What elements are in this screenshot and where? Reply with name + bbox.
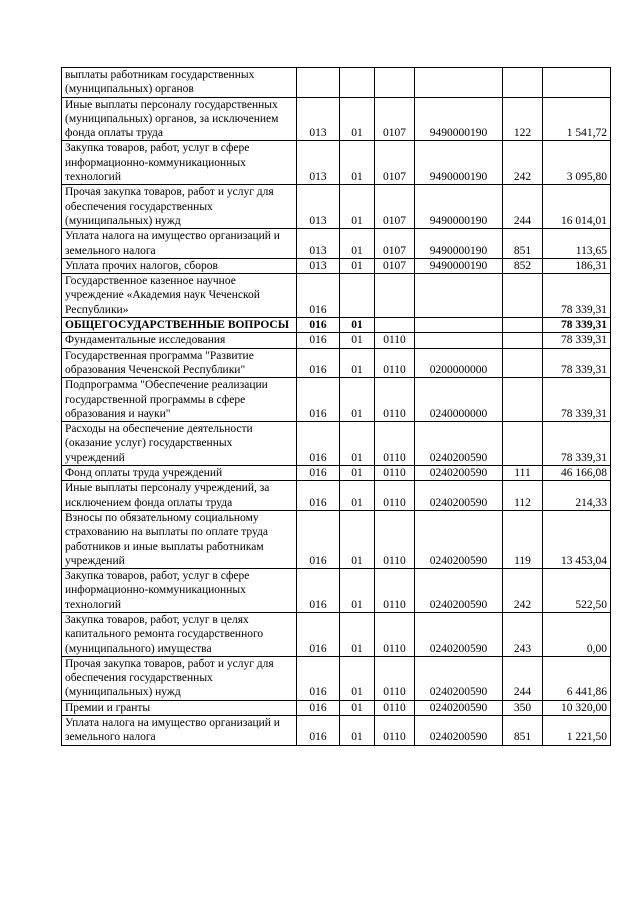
cell-sum: 78 339,31 — [543, 274, 611, 318]
cell-vr — [503, 318, 543, 333]
table-row — [62, 258, 611, 273]
table-body — [62, 68, 611, 746]
cell-vr: 244 — [503, 185, 543, 229]
cell-ved: 016 — [297, 333, 340, 348]
cell-vr: 111 — [503, 466, 543, 481]
cell-sum: 13 453,04 — [543, 510, 611, 568]
cell-name: выплаты работникам государственных (муниципальных) органов — [62, 68, 297, 98]
table-row — [62, 481, 611, 511]
cell-sum — [543, 68, 611, 98]
cell-rz: 01 — [340, 656, 375, 700]
cell-pr: 0110 — [375, 348, 415, 378]
table-row — [62, 229, 611, 259]
cell-csr: 0240000000 — [415, 378, 503, 422]
cell-sum: 16 014,01 — [543, 185, 611, 229]
cell-ved: 016 — [297, 569, 340, 613]
cell-vr: 122 — [503, 97, 543, 141]
cell-name: Премии и гранты — [62, 700, 297, 715]
cell-vr: 244 — [503, 656, 543, 700]
cell-ved: 013 — [297, 229, 340, 259]
cell-sum: 522,50 — [543, 569, 611, 613]
cell-ved: 013 — [297, 141, 340, 185]
table-row — [62, 97, 611, 141]
cell-name: Закупка товаров, работ, услуг в целях капитального ремонта государственного (муниципального) имущества — [62, 612, 297, 656]
cell-csr: 0240200590 — [415, 510, 503, 568]
table-row — [62, 612, 611, 656]
cell-ved: 013 — [297, 97, 340, 141]
cell-sum: 10 320,00 — [543, 700, 611, 715]
cell-rz: 01 — [340, 510, 375, 568]
cell-ved: 016 — [297, 612, 340, 656]
cell-name: Прочая закупка товаров, работ и услуг для обеспечения государственных (муниципальных) нужд — [62, 656, 297, 700]
cell-csr: 0240200590 — [415, 569, 503, 613]
cell-name: Фонд оплаты труда учреждений — [62, 466, 297, 481]
cell-rz: 01 — [340, 716, 375, 746]
cell-csr — [415, 333, 503, 348]
cell-rz: 01 — [340, 97, 375, 141]
cell-name: Иные выплаты персоналу учреждений, за исключением фонда оплаты труда — [62, 481, 297, 511]
cell-csr: 0240200590 — [415, 466, 503, 481]
cell-csr: 9490000190 — [415, 141, 503, 185]
cell-pr: 0110 — [375, 716, 415, 746]
cell-rz: 01 — [340, 318, 375, 333]
cell-ved: 016 — [297, 378, 340, 422]
cell-name: Закупка товаров, работ, услуг в сфере информационно-коммуникационных технологий — [62, 141, 297, 185]
cell-pr: 0110 — [375, 481, 415, 511]
cell-csr: 0240200590 — [415, 422, 503, 466]
table-row — [62, 656, 611, 700]
cell-csr: 9490000190 — [415, 229, 503, 259]
cell-csr: 9490000190 — [415, 185, 503, 229]
cell-rz: 01 — [340, 229, 375, 259]
cell-ved: 013 — [297, 185, 340, 229]
cell-vr — [503, 348, 543, 378]
cell-pr: 0110 — [375, 569, 415, 613]
cell-name: Расходы на обеспечение деятельности (оказание услуг) государственных учреждений — [62, 422, 297, 466]
cell-ved: 016 — [297, 656, 340, 700]
cell-pr — [375, 68, 415, 98]
cell-rz: 01 — [340, 258, 375, 273]
cell-sum: 3 095,80 — [543, 141, 611, 185]
cell-vr: 243 — [503, 612, 543, 656]
cell-vr — [503, 333, 543, 348]
cell-name: ОБЩЕГОСУДАРСТВЕННЫЕ ВОПРОСЫ — [62, 318, 297, 333]
cell-rz: 01 — [340, 185, 375, 229]
cell-ved: 016 — [297, 510, 340, 568]
cell-rz: 01 — [340, 378, 375, 422]
cell-sum: 186,31 — [543, 258, 611, 273]
cell-rz: 01 — [340, 422, 375, 466]
table-row — [62, 141, 611, 185]
cell-pr: 0107 — [375, 141, 415, 185]
cell-csr: 0240200590 — [415, 481, 503, 511]
cell-pr: 0110 — [375, 466, 415, 481]
cell-vr: 851 — [503, 229, 543, 259]
cell-rz: 01 — [340, 612, 375, 656]
cell-pr — [375, 274, 415, 318]
cell-rz: 01 — [340, 466, 375, 481]
table-row — [62, 185, 611, 229]
budget-table — [61, 67, 611, 746]
table-row — [62, 378, 611, 422]
cell-sum: 78 339,31 — [543, 378, 611, 422]
cell-rz: 01 — [340, 333, 375, 348]
cell-pr: 0110 — [375, 510, 415, 568]
cell-csr: 0240200590 — [415, 656, 503, 700]
cell-vr: 242 — [503, 569, 543, 613]
cell-csr: 0200000000 — [415, 348, 503, 378]
cell-csr — [415, 318, 503, 333]
cell-csr — [415, 274, 503, 318]
cell-name: Взносы по обязательному социальному страхованию на выплаты по оплате труда работников и иные выплаты работникам учреждений — [62, 510, 297, 568]
cell-ved: 016 — [297, 716, 340, 746]
cell-csr: 0240200590 — [415, 612, 503, 656]
cell-sum: 1 221,50 — [543, 716, 611, 746]
cell-sum: 46 166,08 — [543, 466, 611, 481]
table-row — [62, 274, 611, 318]
cell-pr: 0107 — [375, 229, 415, 259]
cell-name: Уплата налога на имущество организаций и земельного налога — [62, 716, 297, 746]
cell-name: Фундаментальные исследования — [62, 333, 297, 348]
cell-vr: 851 — [503, 716, 543, 746]
cell-pr: 0110 — [375, 700, 415, 715]
cell-sum: 78 339,31 — [543, 422, 611, 466]
cell-sum: 6 441,86 — [543, 656, 611, 700]
cell-ved: 016 — [297, 274, 340, 318]
table-row — [62, 466, 611, 481]
table-row — [62, 422, 611, 466]
cell-ved: 016 — [297, 700, 340, 715]
cell-csr: 0240200590 — [415, 700, 503, 715]
cell-pr: 0110 — [375, 422, 415, 466]
cell-vr: 242 — [503, 141, 543, 185]
table-row — [62, 510, 611, 568]
cell-ved: 013 — [297, 258, 340, 273]
cell-sum: 78 339,31 — [543, 318, 611, 333]
cell-pr: 0107 — [375, 185, 415, 229]
cell-ved: 016 — [297, 481, 340, 511]
cell-sum: 0,00 — [543, 612, 611, 656]
table-row — [62, 318, 611, 333]
cell-sum: 78 339,31 — [543, 333, 611, 348]
cell-pr: 0110 — [375, 333, 415, 348]
cell-rz: 01 — [340, 569, 375, 613]
cell-ved: 016 — [297, 422, 340, 466]
cell-sum: 1 541,72 — [543, 97, 611, 141]
cell-vr — [503, 422, 543, 466]
cell-csr: 9490000190 — [415, 258, 503, 273]
cell-vr — [503, 68, 543, 98]
cell-name: Иные выплаты персоналу государственных (муниципальных) органов, за исключением фонда оплаты труда — [62, 97, 297, 141]
cell-name: Закупка товаров, работ, услуг в сфере информационно-коммуникационных технологий — [62, 569, 297, 613]
cell-name: Уплата налога на имущество организаций и земельного налога — [62, 229, 297, 259]
cell-rz: 01 — [340, 141, 375, 185]
cell-vr: 112 — [503, 481, 543, 511]
cell-csr — [415, 68, 503, 98]
cell-ved: 016 — [297, 348, 340, 378]
cell-rz: 01 — [340, 700, 375, 715]
cell-vr — [503, 378, 543, 422]
cell-vr: 852 — [503, 258, 543, 273]
cell-ved: 016 — [297, 318, 340, 333]
cell-name: Государственная программа "Развитие образования Чеченской Республики" — [62, 348, 297, 378]
table-row — [62, 333, 611, 348]
cell-rz: 01 — [340, 481, 375, 511]
cell-name: Уплата прочих налогов, сборов — [62, 258, 297, 273]
table-row — [62, 569, 611, 613]
cell-vr: 350 — [503, 700, 543, 715]
table-row — [62, 700, 611, 715]
cell-ved — [297, 68, 340, 98]
cell-pr: 0107 — [375, 258, 415, 273]
cell-rz: 01 — [340, 348, 375, 378]
cell-pr: 0110 — [375, 612, 415, 656]
cell-rz — [340, 68, 375, 98]
cell-pr: 0110 — [375, 656, 415, 700]
cell-vr: 119 — [503, 510, 543, 568]
cell-name: Государственное казенное научное учреждение «Академия наук Чеченской Республики» — [62, 274, 297, 318]
table-row — [62, 348, 611, 378]
cell-name: Подпрограмма "Обеспечение реализации государственной программы в сфере образования и науки" — [62, 378, 297, 422]
cell-ved: 016 — [297, 466, 340, 481]
cell-csr: 0240200590 — [415, 716, 503, 746]
cell-sum: 214,33 — [543, 481, 611, 511]
cell-sum: 78 339,31 — [543, 348, 611, 378]
cell-csr: 9490000190 — [415, 97, 503, 141]
table-row — [62, 716, 611, 746]
cell-sum: 113,65 — [543, 229, 611, 259]
cell-pr: 0110 — [375, 378, 415, 422]
cell-pr: 0107 — [375, 97, 415, 141]
cell-vr — [503, 274, 543, 318]
cell-rz — [340, 274, 375, 318]
cell-pr — [375, 318, 415, 333]
table-row — [62, 68, 611, 98]
cell-name: Прочая закупка товаров, работ и услуг для обеспечения государственных (муниципальных) нужд — [62, 185, 297, 229]
